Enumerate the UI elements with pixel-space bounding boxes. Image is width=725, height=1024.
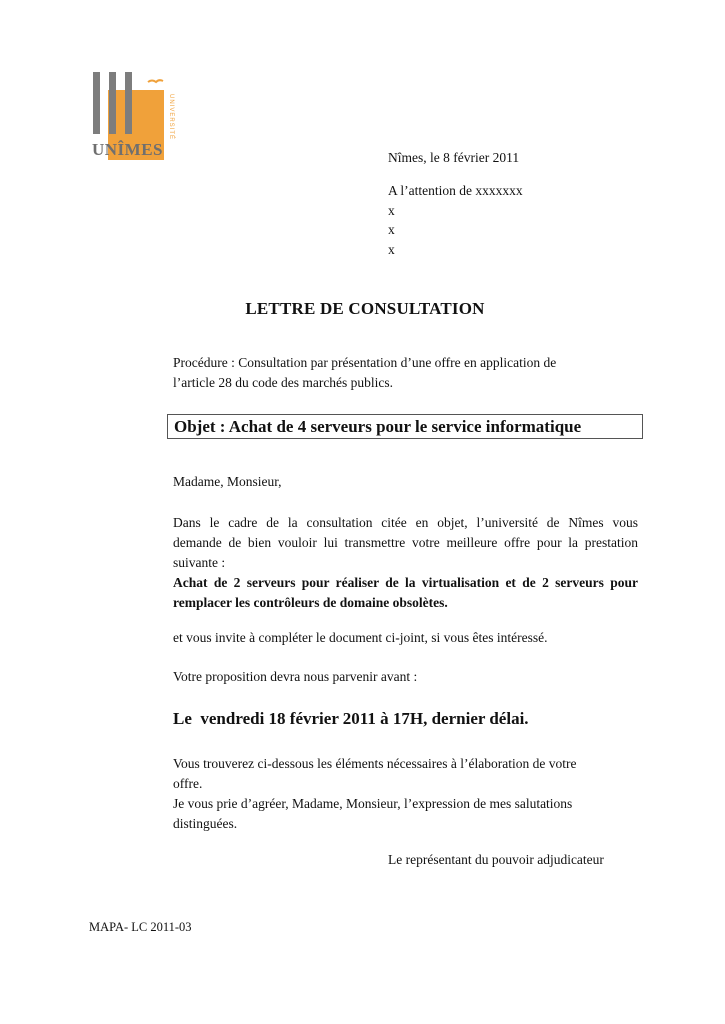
invite-line: et vous invite à compléter le document ci-joint, si vous êtes intéressé. [173, 630, 548, 645]
body-bold-line: remplacer les contrôleurs de domaine obsolètes. [173, 595, 448, 610]
address-line: x [388, 222, 395, 237]
closing-line: offre. [173, 776, 203, 791]
procedure-line: l’article 28 du code des marchés publics. [173, 375, 394, 390]
body-bold-line: Achat de 2 serveurs pour réaliser de la virtualisation et de 2 serveurs pour [173, 575, 638, 590]
svg-text:UNÎMES: UNÎMES [92, 140, 164, 159]
objet-text: Objet : Achat de 4 serveurs pour le service informatique [174, 417, 582, 436]
proposition-line: Votre proposition devra nous parvenir avant : [173, 669, 418, 684]
signature-line: Le représentant du pouvoir adjudicateur [388, 852, 604, 867]
university-logo [90, 72, 176, 162]
recipient-address [388, 181, 523, 259]
body-line: Dans le cadre de la consultation citée en objet, l’université de Nîmes vous [173, 515, 638, 530]
address-line: x [388, 241, 395, 257]
objet-box [167, 414, 643, 439]
procedure-line: Procédure : Consultation par présentation d’une offre en application de [173, 355, 557, 370]
closing-line: Vous trouverez ci-dessous les éléments nécessaires à l’élaboration de votre [173, 756, 577, 771]
closing-paragraph [173, 754, 633, 834]
closing-line: distinguées. [173, 816, 238, 831]
unimes-logo-icon [90, 72, 176, 162]
svg-text:UNIVERSITÉ: UNIVERSITÉ [168, 94, 174, 141]
letter-title-text: LETTRE DE CONSULTATION [245, 299, 485, 318]
letter-title [0, 299, 725, 319]
procedure-paragraph [173, 353, 633, 393]
deadline-line: Le vendredi 18 février 2011 à 17H, dernier délai. [173, 709, 529, 728]
footer-reference: MAPA- LC 2011-03 [89, 920, 192, 934]
salutation: Madame, Monsieur, [173, 474, 282, 489]
address-line: x [388, 202, 395, 218]
body-line: suivante : [173, 555, 226, 570]
closing-line: Je vous prie d’agréer, Madame, Monsieur, l’expression de mes salutations [173, 796, 573, 811]
attention-line: A l’attention de xxxxxxx [388, 183, 523, 198]
body-paragraph [173, 513, 638, 613]
date-line: Nîmes, le 8 février 2011 [388, 150, 520, 165]
body-line: demande de bien vouloir lui transmettre votre meilleure offre pour la prestation [173, 535, 638, 550]
